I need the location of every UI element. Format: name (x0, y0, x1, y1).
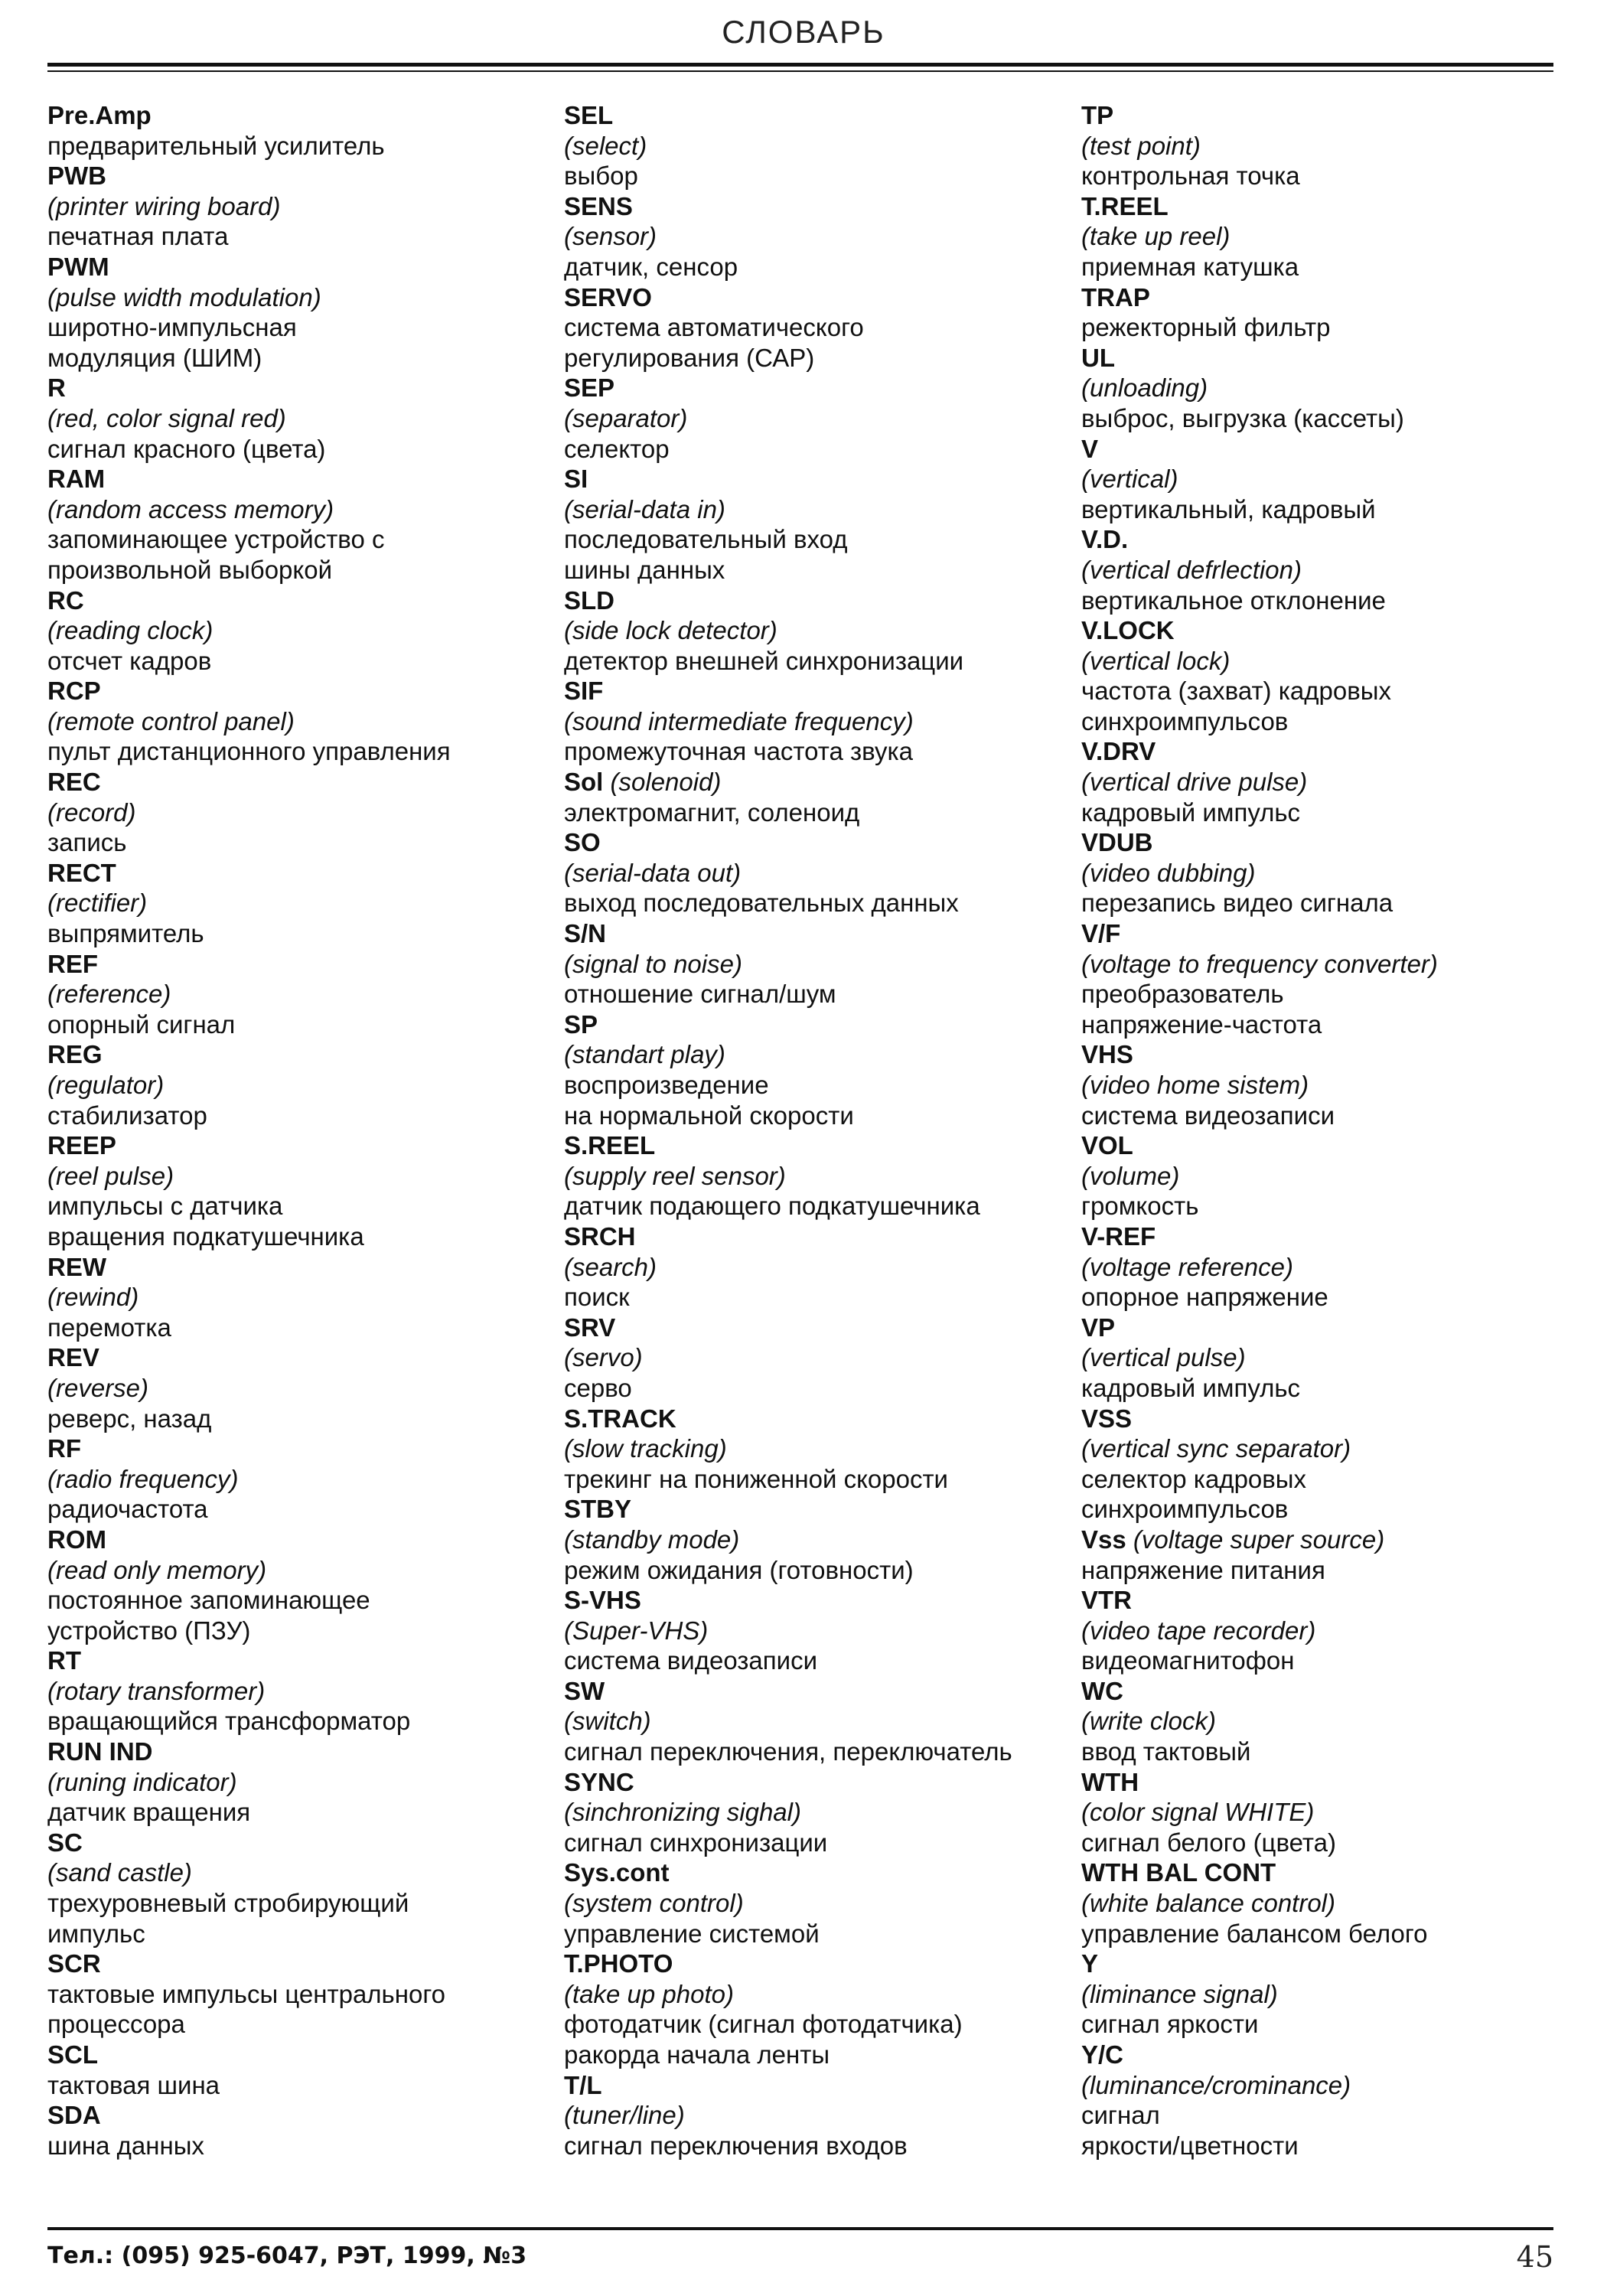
glossary-column-1 (47, 100, 553, 2161)
glossary-term: SEP (564, 373, 615, 403)
glossary-term: REC (47, 768, 101, 797)
glossary-english-expansion: (luminance/crominance) (1081, 2070, 1351, 2099)
glossary-russian-definition: импульсы с датчика (47, 1192, 283, 1221)
glossary-term: S.REEL (564, 1131, 656, 1160)
glossary-russian-definition: запись (47, 828, 127, 857)
glossary-russian-definition: стабилизатор (47, 1101, 207, 1130)
glossary-english-expansion: (sensor) (564, 222, 657, 251)
glossary-russian-definition: трехуровневый стробирующий (47, 1889, 409, 1918)
glossary-english-expansion: (regulator) (47, 1071, 165, 1099)
glossary-english-expansion: (rotary transformer) (47, 1676, 266, 1705)
footer-publication-info: Тел.: (095) 925-6047, РЭТ, 1999, №3 (47, 2242, 527, 2269)
page-number: 45 (1516, 2240, 1553, 2274)
glossary-russian-definition: пульт дистанционного управления (47, 737, 451, 766)
glossary-russian-definition: сигнал (1081, 2101, 1160, 2130)
glossary-english-expansion: (supply reel sensor) (564, 1161, 786, 1190)
glossary-russian-definition: поиск (564, 1283, 630, 1312)
header-rule-thick (47, 63, 1553, 67)
glossary-english-expansion: (pulse width modulation) (47, 282, 321, 311)
glossary-english-expansion: (tuner/line) (564, 2101, 685, 2130)
glossary-russian-definition: предварительный усилитель (47, 131, 385, 160)
glossary-russian-definition: фотодатчик (сигнал фотодатчика) (564, 2010, 963, 2039)
glossary-russian-definition: яркости/цветности (1081, 2131, 1299, 2160)
glossary-russian-definition: перезапись видео сигнала (1081, 889, 1393, 918)
glossary-english-expansion: (voltage reference) (1081, 1252, 1293, 1281)
glossary-russian-definition: система видеозаписи (564, 1646, 818, 1675)
footer-rule (47, 2227, 1553, 2230)
glossary-term: VHS (1081, 1040, 1133, 1069)
glossary-term: SO (564, 828, 601, 857)
glossary-russian-definition: вертикальный, кадровый (1081, 494, 1376, 523)
glossary-russian-definition: синхроимпульсов (1081, 1495, 1289, 1524)
glossary-english-expansion: (record) (47, 797, 136, 827)
glossary-russian-definition: выброс, выгрузка (кассеты) (1081, 403, 1404, 432)
glossary-term: SRCH (564, 1221, 636, 1251)
glossary-russian-definition: режекторный фильтр (1081, 313, 1331, 342)
glossary-english-expansion: (volume) (1081, 1161, 1180, 1190)
glossary-term: S-VHS (564, 1586, 641, 1615)
glossary-russian-definition: последовательный вход (564, 525, 848, 554)
glossary-russian-definition: реверс, назад (47, 1404, 212, 1433)
glossary-russian-definition: ракорда начала ленты (564, 2040, 830, 2069)
glossary-russian-definition: частота (захват) кадровых (1081, 677, 1391, 706)
glossary-term: V.D. (1081, 525, 1129, 554)
glossary-english-expansion: (sound intermediate frequency) (564, 706, 914, 735)
glossary-english-expansion: (slow tracking) (564, 1434, 727, 1463)
glossary-russian-definition: постоянное запоминающее (47, 1586, 370, 1615)
glossary-english-expansion: (reverse) (47, 1373, 149, 1402)
glossary-russian-definition: сигнал переключения, переключатель (564, 1737, 1012, 1766)
glossary-english-expansion: (liminance signal) (1081, 1979, 1278, 2008)
glossary-column-3 (1081, 100, 1571, 2161)
glossary-english-expansion: (rectifier) (47, 889, 148, 918)
glossary-russian-definition: опорное напряжение (1081, 1283, 1328, 1312)
header-rule-thin (47, 70, 1553, 72)
glossary-term: STBY (564, 1495, 632, 1524)
glossary-english-expansion: (standart play) (564, 1040, 725, 1069)
glossary-column-2 (564, 100, 1069, 2161)
glossary-russian-definition: сигнал переключения входов (564, 2131, 908, 2160)
glossary-russian-definition: селектор (564, 434, 670, 463)
glossary-term: Vss (1081, 1525, 1126, 1554)
glossary-term: TP (1081, 101, 1114, 129)
glossary-english-expansion: (read only memory) (47, 1555, 267, 1584)
glossary-term: SI (564, 465, 588, 494)
glossary-russian-definition: сигнал яркости (1081, 2010, 1259, 2039)
glossary-russian-definition: кадровый импульс (1081, 1373, 1301, 1402)
glossary-russian-definition: датчик подающего подкатушечника (564, 1192, 980, 1221)
glossary-russian-definition: управление системой (564, 1919, 820, 1948)
glossary-term: V.DRV (1081, 737, 1156, 766)
glossary-english-expansion: (servo) (564, 1343, 643, 1372)
glossary-term: V.LOCK (1081, 616, 1175, 645)
glossary-russian-definition: произвольной выборкой (47, 555, 333, 584)
glossary-english-expansion: (voltage super source) (1133, 1525, 1385, 1554)
glossary-russian-definition: сигнал синхронизации (564, 1828, 828, 1857)
glossary-english-expansion: (video dubbing) (1081, 858, 1256, 887)
glossary-english-expansion: (runing indicator) (47, 1767, 237, 1796)
glossary-term: RF (47, 1434, 81, 1463)
glossary-term: RT (47, 1646, 81, 1675)
glossary-russian-definition: на нормальной скорости (564, 1101, 854, 1130)
glossary-term: REV (47, 1343, 99, 1372)
glossary-russian-definition: система автоматического (564, 313, 864, 342)
glossary-russian-definition: промежуточная частота звука (564, 737, 914, 766)
glossary-russian-definition: детектор внешней синхронизации (564, 646, 964, 675)
glossary-russian-definition: управление балансом белого (1081, 1919, 1428, 1948)
glossary-line-term-with-expansion (1081, 1525, 1571, 1555)
glossary-english-expansion: (write clock) (1081, 1707, 1217, 1736)
glossary-russian-definition: модуляция (ШИМ) (47, 343, 262, 372)
glossary-russian-definition: вертикальное отклонение (1081, 585, 1386, 615)
glossary-english-expansion: (vertical lock) (1081, 646, 1231, 675)
glossary-term: T.REEL (1081, 191, 1169, 220)
glossary-russian-definition: отношение сигнал/шум (564, 980, 836, 1009)
glossary-russian-definition: отсчет кадров (47, 646, 212, 675)
glossary-english-expansion: (vertical defrlection) (1081, 555, 1302, 584)
glossary-english-expansion: (search) (564, 1252, 657, 1281)
glossary-russian-definition: широтно-импульсная (47, 313, 297, 342)
glossary-term: TRAP (1081, 282, 1150, 311)
glossary-english-expansion: (color signal WHITE) (1081, 1798, 1315, 1827)
glossary-term: SW (564, 1676, 605, 1705)
glossary-russian-definition: тактовые импульсы центрального (47, 1979, 445, 2008)
glossary-english-expansion: (test point) (1081, 131, 1201, 160)
glossary-term: REF (47, 949, 98, 978)
glossary-russian-definition: трекинг на пониженной скорости (564, 1464, 948, 1493)
glossary-term: RC (47, 585, 84, 615)
glossary-english-expansion: (voltage to frequency converter) (1081, 949, 1438, 978)
glossary-term: UL (1081, 343, 1115, 372)
glossary-russian-definition: выпрямитель (47, 919, 204, 948)
glossary-term: SCL (47, 2040, 98, 2069)
glossary-term: SC (47, 1828, 83, 1857)
glossary-term: SYNC (564, 1767, 634, 1796)
glossary-english-expansion: (take up photo) (564, 1979, 734, 2008)
glossary-english-expansion: (rewind) (47, 1283, 139, 1312)
glossary-english-expansion: (random access memory) (47, 494, 334, 523)
glossary-russian-definition: шина данных (47, 2131, 204, 2160)
glossary-russian-definition: вращения подкатушечника (47, 1221, 364, 1251)
glossary-russian-definition: перемотка (47, 1313, 171, 1342)
glossary-russian-definition: кадровый импульс (1081, 797, 1301, 827)
glossary-english-expansion: (remote control panel) (47, 706, 295, 735)
glossary-term: VOL (1081, 1131, 1133, 1160)
glossary-russian-definition: преобразователь (1081, 980, 1284, 1009)
glossary-russian-definition: воспроизведение (564, 1071, 769, 1099)
glossary-english-expansion: (reading clock) (47, 616, 214, 645)
glossary-russian-definition: импульс (47, 1919, 145, 1948)
glossary-term: REEP (47, 1131, 116, 1160)
page-header-title: СЛОВАРЬ (722, 14, 885, 50)
glossary-term: Pre.Amp (47, 101, 152, 129)
glossary-russian-definition: приемная катушка (1081, 252, 1299, 281)
glossary-term: Sys.cont (564, 1858, 670, 1887)
glossary-term: R (47, 373, 66, 403)
glossary-russian-definition: радиочастота (47, 1495, 208, 1524)
glossary-term: REG (47, 1040, 103, 1069)
glossary-english-expansion: (vertical sync separator) (1081, 1434, 1351, 1463)
glossary-term: RECT (47, 858, 116, 887)
glossary-term: ROM (47, 1525, 106, 1554)
glossary-term: SEL (564, 101, 614, 129)
glossary-russian-definition: видеомагнитофон (1081, 1646, 1295, 1675)
glossary-english-expansion: (signal to noise) (564, 949, 742, 978)
glossary-term: WTH BAL CONT (1081, 1858, 1276, 1887)
glossary-russian-definition: громкость (1081, 1192, 1199, 1221)
glossary-russian-definition: сигнал белого (цвета) (1081, 1828, 1336, 1857)
glossary-term: Y (1081, 1949, 1099, 1978)
glossary-russian-definition: датчик вращения (47, 1798, 251, 1827)
glossary-russian-definition: селектор кадровых (1081, 1464, 1307, 1493)
glossary-russian-definition: шины данных (564, 555, 725, 584)
glossary-russian-definition: синхроимпульсов (1081, 706, 1289, 735)
glossary-term: VSS (1081, 1404, 1133, 1433)
glossary-term: S.TRACK (564, 1404, 676, 1433)
glossary-english-expansion: (separator) (564, 403, 688, 432)
glossary-english-expansion: (vertical pulse) (1081, 1343, 1246, 1372)
glossary-english-expansion: (video tape recorder) (1081, 1616, 1316, 1645)
glossary-russian-definition: вращающийся трансформатор (47, 1707, 411, 1736)
glossary-english-expansion: (switch) (564, 1707, 651, 1736)
glossary-term: SP (564, 1009, 598, 1039)
glossary-term: SRV (564, 1313, 616, 1342)
glossary-english-expansion: (vertical drive pulse) (1081, 768, 1308, 797)
glossary-english-expansion: (serial-data out) (564, 858, 742, 887)
glossary-english-expansion: (solenoid) (610, 768, 722, 797)
glossary-english-expansion: (standby mode) (564, 1525, 740, 1554)
glossary-russian-definition: сигнал красного (цвета) (47, 434, 326, 463)
glossary-english-expansion: (unloading) (1081, 373, 1208, 403)
glossary-russian-definition: напряжение-частота (1081, 1009, 1322, 1039)
glossary-term: WTH (1081, 1767, 1139, 1796)
glossary-english-expansion: (system control) (564, 1889, 744, 1918)
glossary-term: V/F (1081, 919, 1121, 948)
glossary-term: VP (1081, 1313, 1116, 1342)
glossary-english-expansion: (red, color signal red) (47, 403, 286, 432)
glossary-term: S/N (564, 919, 607, 948)
glossary-russian-definition: режим ожидания (готовности) (564, 1555, 914, 1584)
glossary-english-expansion: (radio frequency) (47, 1464, 239, 1493)
glossary-english-expansion: (vertical) (1081, 465, 1178, 494)
glossary-russian-definition: напряжение питания (1081, 1555, 1325, 1584)
glossary-russian-definition: запоминающее устройство с (47, 525, 385, 554)
glossary-english-expansion: (reference) (47, 980, 171, 1009)
glossary-english-expansion: (reel pulse) (47, 1161, 174, 1190)
glossary-english-expansion: (select) (564, 131, 647, 160)
glossary-term: VTR (1081, 1586, 1132, 1615)
glossary-term: RCP (47, 677, 101, 706)
glossary-term: REW (47, 1252, 106, 1281)
glossary-term: RUN IND (47, 1737, 153, 1766)
glossary-line-term-with-expansion (564, 767, 1069, 797)
glossary-english-expansion: (sand castle) (47, 1858, 192, 1887)
glossary-russian-definition: устройство (ПЗУ) (47, 1616, 251, 1645)
glossary-russian-definition: датчик, сенсор (564, 252, 738, 281)
glossary-russian-definition: ввод тактовый (1081, 1737, 1251, 1766)
glossary-russian-definition: выход последовательных данных (564, 889, 959, 918)
glossary-russian-definition: серво (564, 1373, 632, 1402)
glossary-term: Sol (564, 768, 604, 797)
glossary-term: T/L (564, 2070, 602, 2099)
glossary-term: Y/C (1081, 2040, 1124, 2069)
glossary-english-expansion: (Super-VHS) (564, 1616, 709, 1645)
glossary-term: SCR (47, 1949, 101, 1978)
glossary-english-expansion: (take up reel) (1081, 222, 1231, 251)
glossary-russian-definition: опорный сигнал (47, 1009, 236, 1039)
glossary-term: PWB (47, 161, 106, 191)
glossary-russian-definition: система видеозаписи (1081, 1101, 1335, 1130)
glossary-english-expansion: (white balance control) (1081, 1889, 1335, 1918)
glossary-term: RAM (47, 465, 106, 494)
glossary-russian-definition: контрольная точка (1081, 161, 1300, 191)
glossary-russian-definition: процессора (47, 2010, 185, 2039)
glossary-term: VDUB (1081, 828, 1153, 857)
glossary-term: WC (1081, 1676, 1123, 1705)
glossary-russian-definition: электромагнит, соленоид (564, 797, 860, 827)
glossary-term: SLD (564, 585, 614, 615)
glossary-term: V-REF (1081, 1221, 1156, 1251)
glossary-russian-definition: печатная плата (47, 222, 229, 251)
glossary-russian-definition: выбор (564, 161, 638, 191)
glossary-term: SENS (564, 191, 633, 220)
glossary-term: SERVO (564, 282, 652, 311)
glossary-english-expansion: (printer wiring board) (47, 191, 281, 220)
glossary-english-expansion: (video home sistem) (1081, 1071, 1309, 1099)
glossary-russian-definition: тактовая шина (47, 2070, 220, 2099)
glossary-term: V (1081, 434, 1099, 463)
glossary-english-expansion: (serial-data in) (564, 494, 725, 523)
glossary-term: T.PHOTO (564, 1949, 673, 1978)
glossary-english-expansion: (sinchronizing sighal) (564, 1798, 801, 1827)
glossary-term: SIF (564, 677, 604, 706)
glossary-term: SDA (47, 2101, 101, 2130)
glossary-term: PWM (47, 252, 109, 281)
glossary-english-expansion: (side lock detector) (564, 616, 777, 645)
glossary-russian-definition: регулирования (САР) (564, 343, 815, 372)
